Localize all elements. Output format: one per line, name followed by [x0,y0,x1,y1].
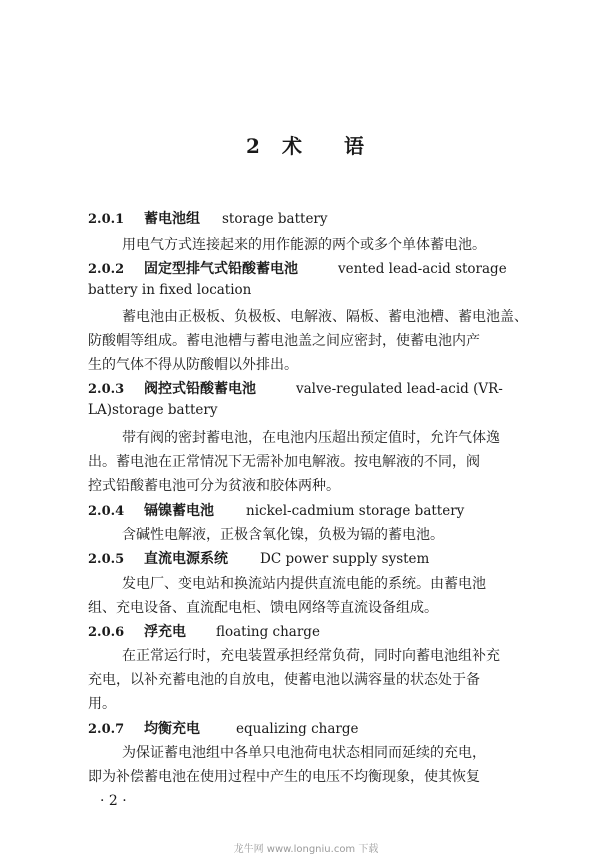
term-english: valve-regulated lead-acid (VR- [296,381,503,397]
term-definition-line: 即为补偿蓄电池在使用过程中产生的电压不均衡现象，使其恢复 [88,769,480,785]
term-number: 2.0.3 [88,382,125,397]
term-definition-line: 在正常运行时，充电装置承担经常负荷，同时向蓄电池组补充 [122,648,500,664]
term-heading-2-0-1 [88,208,328,228]
term-number: 2.0.2 [88,262,125,277]
term-definition-line: 为保证蓄电池组中各单只电池荷电状态相同而延续的充电， [122,745,486,761]
term-english-continued: LA)storage battery [88,402,218,418]
term-definition-line: 控式铅酸蓄电池可分为贫液和胶体两种。 [88,478,340,494]
page-number: · 2 · [100,793,127,809]
term-number: 2.0.5 [88,552,125,567]
term-number: 2.0.4 [88,504,125,519]
term-definition-line: 含碱性电解液，正极含氧化镍，负极为镉的蓄电池。 [122,527,444,543]
term-definition-line: 组、充电设备、直流配电柜、馈电网络等直流设备组成。 [88,600,438,616]
term-heading-2-0-3 [88,378,503,398]
term-heading-2-0-2 [88,258,507,278]
term-definition-line: 用电气方式连接起来的用作能源的两个或多个单体蓄电池。 [122,237,486,253]
term-chinese: 蓄电池组 [144,211,200,227]
term-chinese: 阀控式铅酸蓄电池 [144,381,256,397]
term-heading-2-0-5 [88,548,429,568]
term-english: nickel-cadmium storage battery [246,503,465,519]
term-definition-line: 带有阀的密封蓄电池，在电池内压超出预定值时，允许气体逸 [122,430,500,446]
term-heading-2-0-6 [88,621,320,641]
term-definition-line: 蓄电池由正极板、负极板、电解液、隔板、蓄电池槽、蓄电池盖、 [122,309,528,325]
term-definition-line: 防酸帽等组成。蓄电池槽与蓄电池盖之间应密封，使蓄电池内产 [88,333,480,349]
term-chinese: 直流电源系统 [144,551,228,567]
term-english: DC power supply system [260,551,430,567]
term-heading-2-0-4 [88,500,464,520]
term-english: floating charge [216,624,320,640]
term-english: equalizing charge [236,721,359,737]
term-definition-line: 充电，以补充蓄电池的自放电，使蓄电池以满容量的状态处于备 [88,672,480,688]
term-number: 2.0.7 [88,722,125,737]
term-definition-line: 发电厂、变电站和换流站内提供直流电能的系统。由蓄电池 [122,576,486,592]
term-heading-2-0-7 [88,718,358,738]
term-number: 2.0.6 [88,625,125,640]
watermark-footer: 龙牛网 www.longniu.com 下载 [233,844,379,855]
term-english-continued: battery in fixed location [88,282,252,298]
term-english: storage battery [222,211,328,227]
term-chinese: 固定型排气式铅酸蓄电池 [144,261,298,277]
term-chinese: 浮充电 [144,624,186,640]
term-definition-line: 用。 [88,696,116,712]
section-number: 2 [246,134,262,158]
term-english: vented lead-acid storage [338,261,507,277]
term-definition-line: 生的气体不得从防酸帽以外排出。 [88,357,298,373]
section-title-char-1: 术 [281,134,304,158]
term-chinese: 均衡充电 [144,721,200,737]
term-definition-line: 出。蓄电池在正常情况下无需补加电解液。按电解液的不同，阀 [88,454,480,470]
term-chinese: 镉镍蓄电池 [144,503,214,519]
section-title-char-2: 语 [343,134,366,158]
term-number: 2.0.1 [88,212,125,227]
section-title [0,130,612,159]
